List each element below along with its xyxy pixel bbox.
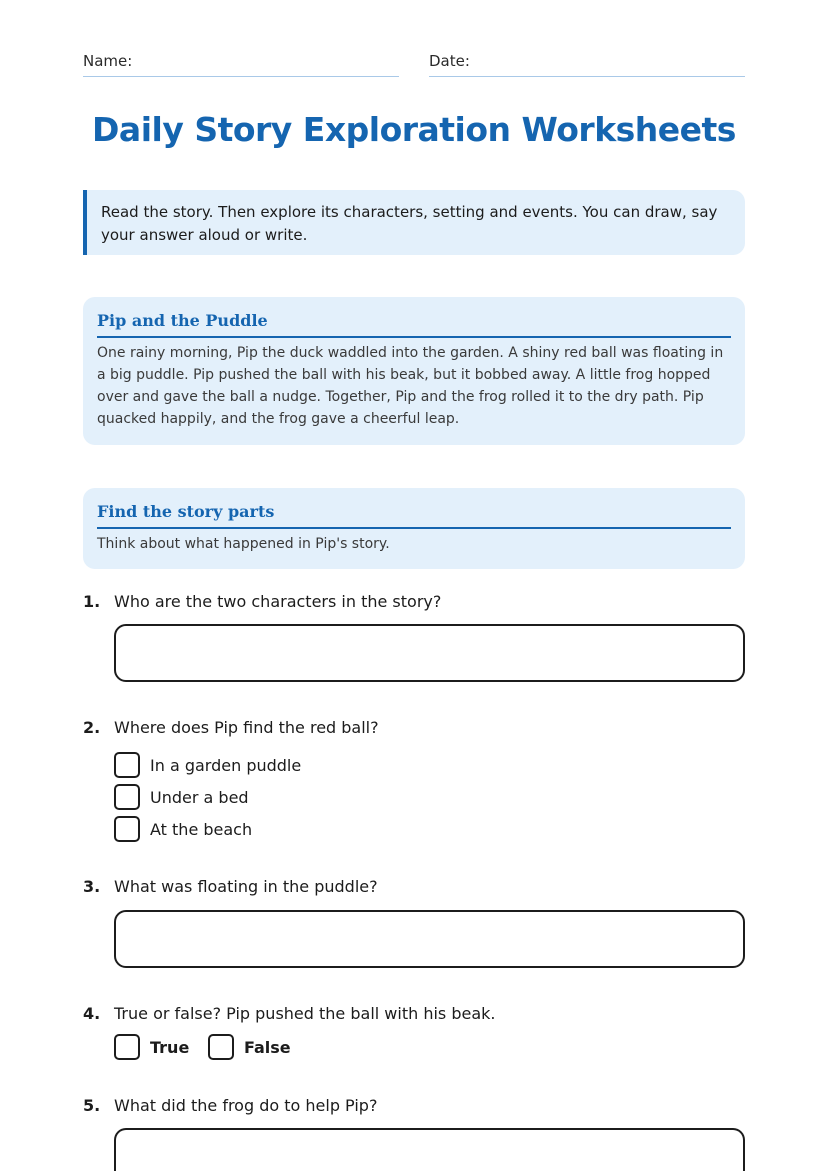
name-field[interactable] [83, 52, 399, 77]
section-card [83, 488, 745, 569]
answer-box-5[interactable] [114, 1128, 745, 1171]
option-label: Under a bed [150, 787, 249, 807]
checkbox[interactable] [114, 816, 140, 842]
question-text: Where does Pip find the red ball? [114, 718, 379, 737]
question-1 [83, 591, 441, 613]
question-2 [83, 717, 379, 739]
answer-box-3[interactable] [114, 910, 745, 968]
date-label: Date: [429, 52, 470, 70]
checkbox[interactable] [114, 752, 140, 778]
date-field[interactable] [429, 52, 745, 77]
question-text: What was floating in the puddle? [114, 877, 378, 896]
question-number: 2. [83, 718, 101, 737]
option-true[interactable] [114, 1034, 189, 1060]
story-text: One rainy morning, Pip the duck waddled into the garden. A shiny red ball was floating in a big puddle. Pip pushed the ball with his beak, but it bobbed away. A little frog hopped over and gave the ball a nudge. Together, Pip and the frog rolled it to the dry path. Pip quacked happily, and the frog gave a cheerful leap. [97, 345, 724, 427]
instructions-box: Read the story. Then explore its characters, setting and events. You can draw, say your answer aloud or write. [83, 190, 745, 255]
option-at-the-beach[interactable] [114, 816, 252, 842]
story-title: Pip and the Puddle [97, 311, 731, 338]
question-5 [83, 1095, 377, 1117]
question-text: Who are the two characters in the story? [114, 592, 442, 611]
option-false[interactable] [208, 1034, 291, 1060]
story-card [83, 297, 745, 445]
option-label: At the beach [150, 819, 253, 839]
checkbox[interactable] [114, 1034, 140, 1060]
question-4 [83, 1003, 495, 1025]
page-title: Daily Story Exploration Worksheets [92, 110, 736, 149]
question-3 [83, 876, 378, 898]
option-label: In a garden puddle [150, 755, 302, 775]
question-text: What did the frog do to help Pip? [114, 1096, 378, 1115]
option-label: True [150, 1037, 190, 1057]
option-in-a-garden-puddle[interactable] [114, 752, 301, 778]
question-number: 1. [83, 592, 101, 611]
question-number: 3. [83, 877, 101, 896]
checkbox[interactable] [208, 1034, 234, 1060]
question-number: 4. [83, 1004, 101, 1023]
answer-box-1[interactable] [114, 624, 745, 682]
option-under-a-bed[interactable] [114, 784, 249, 810]
section-title: Find the story parts [97, 502, 731, 529]
name-label: Name: [83, 52, 133, 70]
option-label: False [244, 1037, 291, 1057]
question-text: True or false? Pip pushed the ball with his beak. [114, 1004, 496, 1023]
checkbox[interactable] [114, 784, 140, 810]
question-number: 5. [83, 1096, 101, 1115]
section-text: Think about what happened in Pip's story. [97, 536, 390, 552]
